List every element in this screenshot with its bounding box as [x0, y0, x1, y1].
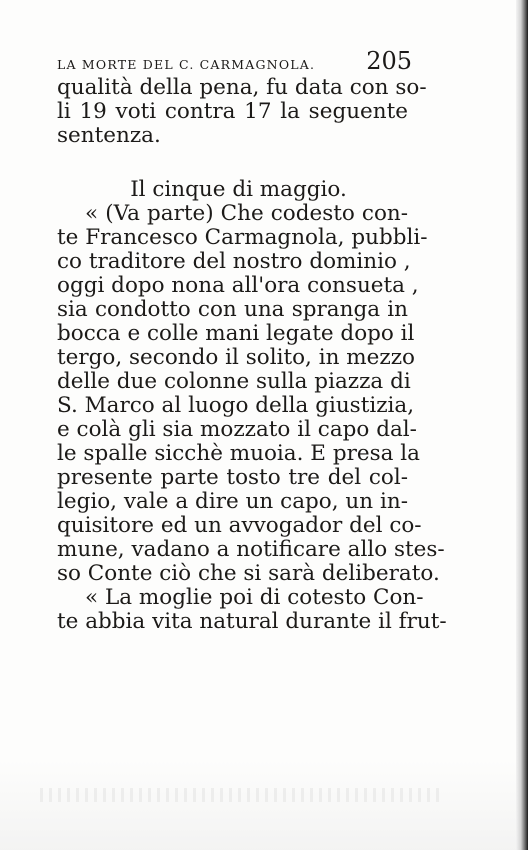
text-line: te abbia vita natural durante il frut- — [57, 609, 447, 634]
text-line: tergo, secondo il solito, in mezzo — [57, 345, 415, 370]
text-line: presente parte tosto tre del col- — [57, 465, 408, 490]
running-head: LA MORTE DEL C. CARMAGNOLA. — [57, 57, 316, 72]
text-line: so Conte ciò che si sarà deliberato. — [57, 561, 440, 586]
text-line: sia condotto con una spranga in — [57, 297, 408, 322]
text-line: quisitore ed un avvogador del co- — [57, 513, 422, 538]
text-line: delle due colonne sulla piazza di — [57, 369, 411, 394]
text-line: bocca e colle mani legate dopo il — [57, 321, 415, 346]
text-line: « La moglie poi di cotesto Con- — [85, 585, 424, 610]
text-line: e colà gli sia mozzato il capo dal- — [57, 417, 417, 442]
text-line: li 19 voti contra 17 la seguente — [57, 99, 408, 124]
body-text — [57, 75, 447, 634]
page-header — [57, 47, 412, 75]
text-line: te Francesco Carmagnola, pubbli- — [57, 225, 428, 250]
paper-shading — [0, 760, 528, 850]
page-binding-edge — [516, 0, 528, 850]
text-line: mune, vadano a notificare allo stes- — [57, 537, 445, 562]
text-line: qualità della pena, fu data con so- — [57, 75, 427, 100]
paragraph-gap — [57, 148, 408, 178]
text-line: sentenza. — [57, 123, 161, 148]
page-number: 205 — [366, 47, 412, 75]
date-heading: Il cinque di maggio. — [130, 177, 347, 202]
text-line: oggi dopo nona all'ora consueta , — [57, 273, 419, 298]
text-line: legio, vale a dire un capo, un in- — [57, 489, 408, 514]
text-line: S. Marco al luogo della giustizia, — [57, 393, 415, 418]
text-line: le spalle sicchè muoia. E presa la — [57, 441, 420, 466]
text-line: « (Va parte) Che codesto con- — [85, 201, 408, 226]
text-line: co traditore del nostro dominio , — [57, 249, 411, 274]
